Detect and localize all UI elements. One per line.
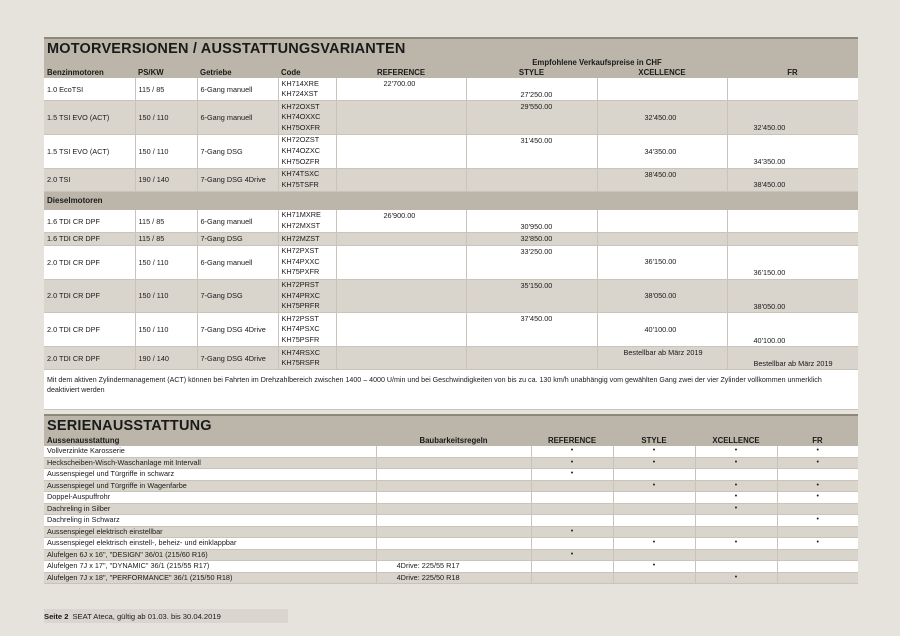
standard-bullet: • xyxy=(570,447,574,454)
column-header: Aussenausstattung xyxy=(44,435,376,446)
motor-row xyxy=(44,168,858,191)
availability-cell xyxy=(695,549,777,561)
availability-cell xyxy=(613,561,695,573)
availability-cell xyxy=(777,572,858,584)
motor-table xyxy=(44,58,858,370)
availability-cell xyxy=(777,469,858,481)
build-rule xyxy=(376,457,531,469)
price-cell xyxy=(727,78,858,101)
availability-cell xyxy=(777,549,858,561)
availability-cell xyxy=(777,561,858,573)
motor-gear: 7-Gang DSG 4Drive xyxy=(197,313,278,347)
availability-cell xyxy=(613,515,695,527)
motor-gear: 6-Gang manuell xyxy=(197,78,278,101)
price-value: 33'250.00 xyxy=(520,246,553,256)
column-header: Getriebe xyxy=(197,67,278,78)
motor-ps: 150 / 110 xyxy=(135,101,197,135)
price-cell xyxy=(336,347,466,370)
column-header: XCELLENCE xyxy=(695,435,777,446)
price-cell xyxy=(466,168,597,191)
model-code: KH74PRXC xyxy=(281,290,321,300)
availability-cell xyxy=(531,446,613,457)
motor-row xyxy=(44,134,858,168)
standard-bullet: • xyxy=(734,447,738,454)
equipment-label: Dachreling in Silber xyxy=(44,503,376,515)
equipment-label: Dachreling in Schwarz xyxy=(44,515,376,527)
availability-cell xyxy=(695,503,777,515)
equipment-label: Heckscheiben-Wisch-Waschanlage mit Intervall xyxy=(44,457,376,469)
column-header: FR xyxy=(777,435,858,446)
motor-ps: 190 / 140 xyxy=(135,347,197,370)
build-rule xyxy=(376,492,531,504)
availability-cell xyxy=(531,572,613,584)
serien-section xyxy=(44,414,858,584)
availability-cell xyxy=(777,492,858,504)
motor-codes xyxy=(278,233,336,246)
build-rule xyxy=(376,526,531,538)
model-code: KH75PSFR xyxy=(281,335,320,345)
price-cell xyxy=(336,210,466,233)
motor-row xyxy=(44,313,858,347)
motor-gear: 7-Gang DSG xyxy=(197,233,278,246)
availability-cell xyxy=(531,503,613,515)
motor-row xyxy=(44,233,858,246)
motor-gear: 7-Gang DSG 4Drive xyxy=(197,168,278,191)
motor-name: 1.5 TSI EVO (ACT) xyxy=(44,101,135,135)
price-cell xyxy=(336,78,466,101)
motor-name: 2.0 TDI CR DPF xyxy=(44,245,135,279)
equipment-label: Vollverzinkte Karosserie xyxy=(44,446,376,457)
motor-codes xyxy=(278,313,336,347)
model-code: KH72PRST xyxy=(281,280,320,290)
price-cell xyxy=(466,279,597,313)
equipment-row xyxy=(44,538,858,550)
availability-cell xyxy=(777,503,858,515)
motor-gear: 6-Gang manuell xyxy=(197,101,278,135)
motor-name: 2.0 TDI CR DPF xyxy=(44,347,135,370)
availability-cell xyxy=(531,561,613,573)
standard-bullet: • xyxy=(570,470,574,477)
motor-ps: 115 / 85 xyxy=(135,78,197,101)
standard-bullet: • xyxy=(652,539,656,546)
equipment-row xyxy=(44,446,858,457)
motor-name: 2.0 TSI xyxy=(44,168,135,191)
availability-cell xyxy=(695,572,777,584)
build-rule xyxy=(376,446,531,457)
standard-bullet: • xyxy=(570,550,574,558)
availability-cell xyxy=(531,526,613,538)
price-cell xyxy=(466,134,597,168)
column-header: Benzinmotoren xyxy=(44,67,135,78)
motor-codes xyxy=(278,168,336,191)
motor-codes xyxy=(278,210,336,233)
price-value: 38'450.00 xyxy=(644,169,677,179)
model-code: KH75OXFR xyxy=(281,122,321,132)
validity-text: SEAT Ateca, gültig ab 01.03. bis 30.04.2019 xyxy=(72,612,221,621)
standard-bullet: • xyxy=(734,504,738,512)
standard-bullet: • xyxy=(734,481,738,489)
price-cell xyxy=(466,347,597,370)
motor-name: 1.0 EcoTSI xyxy=(44,78,135,101)
model-code: KH74PXXC xyxy=(281,256,320,266)
model-code: KH74OZXC xyxy=(281,146,321,156)
availability-cell xyxy=(695,446,777,457)
column-header: REFERENCE xyxy=(336,67,466,78)
price-value: Bestellbar ab März 2019 xyxy=(623,348,703,358)
availability-cell xyxy=(613,549,695,561)
diesel-heading: Dieselmotoren xyxy=(44,191,858,210)
motor-name: 2.0 TDI CR DPF xyxy=(44,313,135,347)
equipment-row xyxy=(44,515,858,527)
column-header: PS/KW xyxy=(135,67,197,78)
build-rule: 4Drive: 225/50 R18 xyxy=(376,572,531,584)
standard-bullet: • xyxy=(570,458,574,466)
motor-codes xyxy=(278,347,336,370)
equipment-row xyxy=(44,503,858,515)
build-rule: 4Drive: 225/55 R17 xyxy=(376,561,531,573)
price-value: 30'950.00 xyxy=(520,221,553,231)
equipment-row xyxy=(44,572,858,584)
page-number: Seite 2 xyxy=(44,612,69,621)
availability-cell xyxy=(695,492,777,504)
motor-ps: 150 / 110 xyxy=(135,279,197,313)
motor-row xyxy=(44,245,858,279)
availability-cell xyxy=(613,457,695,469)
price-value: 40'100.00 xyxy=(644,324,677,334)
equipment-label: Aussenspiegel und Türgriffe in schwarz xyxy=(44,469,376,481)
price-cell xyxy=(727,210,858,233)
motor-ps: 150 / 110 xyxy=(135,245,197,279)
availability-cell xyxy=(777,480,858,492)
price-cell xyxy=(336,168,466,191)
price-value: 34'350.00 xyxy=(753,157,786,167)
price-value: 34'350.00 xyxy=(644,146,677,156)
standard-bullet: • xyxy=(816,447,819,454)
column-header: REFERENCE xyxy=(531,435,613,446)
price-cell xyxy=(336,313,466,347)
standard-bullet: • xyxy=(734,573,738,581)
model-code: KH74TSXC xyxy=(281,169,320,179)
availability-cell xyxy=(613,503,695,515)
price-value: 22'700.00 xyxy=(383,79,416,88)
column-header: FR xyxy=(727,67,858,78)
availability-cell xyxy=(531,549,613,561)
equipment-label: Alufelgen 6J x 16", "DESIGN" 36/01 (215/60 R16) xyxy=(44,549,376,561)
motor-row xyxy=(44,347,858,370)
price-cell xyxy=(336,101,466,135)
motor-row xyxy=(44,101,858,135)
availability-cell xyxy=(695,480,777,492)
build-rule xyxy=(376,480,531,492)
price-cell xyxy=(597,245,727,279)
availability-cell xyxy=(613,469,695,481)
model-code: KH72OXST xyxy=(281,101,320,111)
availability-cell xyxy=(695,538,777,550)
model-code: KH72PSST xyxy=(281,313,319,323)
equipment-row xyxy=(44,480,858,492)
price-value: 32'450.00 xyxy=(644,112,677,122)
motor-gear: 6-Gang manuell xyxy=(197,245,278,279)
model-code: KH71MXRE xyxy=(281,210,321,220)
availability-cell xyxy=(695,526,777,538)
model-code: KH74RSXC xyxy=(281,347,321,357)
availability-cell xyxy=(531,480,613,492)
price-cell xyxy=(466,101,597,135)
availability-cell xyxy=(613,446,695,457)
motor-gear: 6-Gang manuell xyxy=(197,210,278,233)
availability-cell xyxy=(613,572,695,584)
motor-ps: 150 / 110 xyxy=(135,134,197,168)
motor-gear: 7-Gang DSG xyxy=(197,279,278,313)
price-cell xyxy=(466,245,597,279)
availability-cell xyxy=(613,538,695,550)
motor-row xyxy=(44,210,858,233)
standard-bullet: • xyxy=(734,493,738,500)
motor-gear: 7-Gang DSG xyxy=(197,134,278,168)
column-header: STYLE xyxy=(613,435,695,446)
availability-cell xyxy=(777,446,858,457)
availability-cell xyxy=(695,515,777,527)
equipment-row xyxy=(44,561,858,573)
availability-cell xyxy=(613,526,695,538)
price-cell xyxy=(727,313,858,347)
model-code: KH724XST xyxy=(281,89,319,99)
motor-codes xyxy=(278,134,336,168)
availability-cell xyxy=(531,515,613,527)
motor-ps: 115 / 85 xyxy=(135,210,197,233)
build-rule xyxy=(376,469,531,481)
motor-section xyxy=(44,37,858,410)
price-cell xyxy=(336,279,466,313)
price-value: 38'050.00 xyxy=(753,301,786,311)
column-header: Code xyxy=(278,67,336,78)
availability-cell xyxy=(695,457,777,469)
price-header: Empfohlene Verkaufspreise in CHF xyxy=(336,58,858,67)
price-cell xyxy=(597,313,727,347)
price-cell xyxy=(727,134,858,168)
model-code: KH72MXST xyxy=(281,221,321,231)
equipment-label: Aussenspiegel elektrisch einstellbar xyxy=(44,526,376,538)
standard-bullet: • xyxy=(652,481,656,489)
column-header: Baubarkeitsregeln xyxy=(376,435,531,446)
act-note: Mit dem aktiven Zylindermanagement (ACT) können bei Fahrten im Drehzahlbereich zwischen 1400 – 4000 U/min und bei Geschwindigkeiten von bis zu ca. 130 km/h unabhängig vom gewählten Gang zwei der vier Zylinder vollkommen unmerklich deaktiviert werden xyxy=(44,370,858,410)
model-code: KH75TSFR xyxy=(281,179,319,189)
standard-bullet: • xyxy=(652,447,656,454)
equipment-label: Alufelgen 7J x 17", "DYNAMIC" 36/1 (215/55 R17) xyxy=(44,561,376,573)
price-cell xyxy=(466,210,597,233)
availability-cell xyxy=(777,526,858,538)
price-value: 27'250.00 xyxy=(520,89,553,99)
motor-name: 2.0 TDI CR DPF xyxy=(44,279,135,313)
motor-name: 1.6 TDI CR DPF xyxy=(44,233,135,246)
standard-bullet: • xyxy=(816,516,819,523)
model-code: KH74OXXC xyxy=(281,112,321,122)
motor-ps: 190 / 140 xyxy=(135,168,197,191)
model-code: KH714XRE xyxy=(281,78,319,88)
price-value: 38'450.00 xyxy=(753,180,786,190)
availability-cell xyxy=(777,515,858,527)
availability-cell xyxy=(613,492,695,504)
price-cell xyxy=(727,101,858,135)
section-title-serien: SERIENAUSSTATTUNG xyxy=(44,414,858,435)
equipment-label: Aussenspiegel elektrisch einstell-, beheiz- und einklappbar xyxy=(44,538,376,550)
standard-bullet: • xyxy=(734,539,738,546)
motor-gear: 7-Gang DSG 4Drive xyxy=(197,347,278,370)
price-cell xyxy=(597,134,727,168)
standard-bullet: • xyxy=(816,481,819,489)
availability-cell xyxy=(531,492,613,504)
model-code: KH72PXST xyxy=(281,246,319,256)
equipment-row xyxy=(44,549,858,561)
motor-ps: 150 / 110 xyxy=(135,313,197,347)
price-value: Bestellbar ab März 2019 xyxy=(753,358,833,368)
price-value: 36'150.00 xyxy=(644,257,677,267)
price-value: 40'100.00 xyxy=(753,335,786,345)
motor-row xyxy=(44,78,858,101)
motor-codes xyxy=(278,78,336,101)
model-code: KH75RSFR xyxy=(281,358,320,368)
motor-row xyxy=(44,279,858,313)
motor-name: 1.5 TSI EVO (ACT) xyxy=(44,134,135,168)
build-rule xyxy=(376,549,531,561)
equipment-label: Doppel-Auspuffrohr xyxy=(44,492,376,504)
price-value: 31'450.00 xyxy=(520,135,553,145)
build-rule xyxy=(376,538,531,550)
equipment-row xyxy=(44,469,858,481)
price-cell xyxy=(597,78,727,101)
motor-name: 1.6 TDI CR DPF xyxy=(44,210,135,233)
availability-cell xyxy=(695,469,777,481)
price-cell xyxy=(336,245,466,279)
standard-bullet: • xyxy=(570,527,574,535)
model-code: KH74PSXC xyxy=(281,324,320,334)
model-code: KH75OZFR xyxy=(281,156,320,166)
standard-bullet: • xyxy=(816,458,819,466)
equipment-label: Aussenspiegel und Türgriffe in Wagenfarbe xyxy=(44,480,376,492)
equipment-label: Alufelgen 7J x 18", "PERFORMANCE" 36/1 (215/50 R18) xyxy=(44,572,376,584)
standard-bullet: • xyxy=(652,458,656,466)
price-cell xyxy=(336,233,466,246)
availability-cell xyxy=(695,561,777,573)
price-value: 35'150.00 xyxy=(520,280,553,290)
column-header: STYLE xyxy=(466,67,597,78)
price-cell xyxy=(597,279,727,313)
price-cell xyxy=(466,233,597,246)
standard-bullet: • xyxy=(652,562,656,569)
price-cell xyxy=(466,313,597,347)
motor-codes xyxy=(278,279,336,313)
model-code: KH72MZST xyxy=(281,233,320,243)
price-cell xyxy=(597,233,727,246)
standard-bullet: • xyxy=(816,493,819,500)
availability-cell xyxy=(531,457,613,469)
availability-cell xyxy=(777,538,858,550)
model-code: KH75PXFR xyxy=(281,267,320,277)
price-cell xyxy=(597,168,727,191)
build-rule xyxy=(376,515,531,527)
availability-cell xyxy=(531,469,613,481)
price-cell xyxy=(597,210,727,233)
availability-cell xyxy=(531,538,613,550)
price-value: 38'050.00 xyxy=(644,291,677,301)
equipment-row xyxy=(44,492,858,504)
price-cell xyxy=(727,233,858,246)
standard-bullet: • xyxy=(734,458,738,466)
price-cell xyxy=(336,134,466,168)
price-value: 32'850.00 xyxy=(520,234,553,244)
availability-cell xyxy=(777,457,858,469)
price-cell xyxy=(597,347,727,370)
equipment-table xyxy=(44,435,858,584)
standard-bullet: • xyxy=(816,539,819,546)
price-value: 37'450.00 xyxy=(520,314,553,324)
equipment-row xyxy=(44,457,858,469)
page-footer xyxy=(44,609,288,623)
model-code: KH75PRFR xyxy=(281,301,320,311)
model-code: KH72OZST xyxy=(281,135,320,145)
price-cell xyxy=(727,245,858,279)
motor-ps: 115 / 85 xyxy=(135,233,197,246)
column-header: XCELLENCE xyxy=(597,67,727,78)
price-cell xyxy=(597,101,727,135)
price-value: 26'900.00 xyxy=(383,210,416,220)
build-rule xyxy=(376,503,531,515)
price-value: 29'550.00 xyxy=(520,102,553,112)
price-cell xyxy=(727,279,858,313)
price-value: 36'150.00 xyxy=(753,267,786,277)
availability-cell xyxy=(613,480,695,492)
price-cell xyxy=(727,168,858,191)
equipment-row xyxy=(44,526,858,538)
price-cell xyxy=(466,78,597,101)
price-value: 32'450.00 xyxy=(753,123,786,133)
motor-codes xyxy=(278,245,336,279)
price-cell xyxy=(727,347,858,370)
section-title-motor: MOTORVERSIONEN / AUSSTATTUNGSVARIANTEN xyxy=(44,37,858,58)
motor-codes xyxy=(278,101,336,135)
